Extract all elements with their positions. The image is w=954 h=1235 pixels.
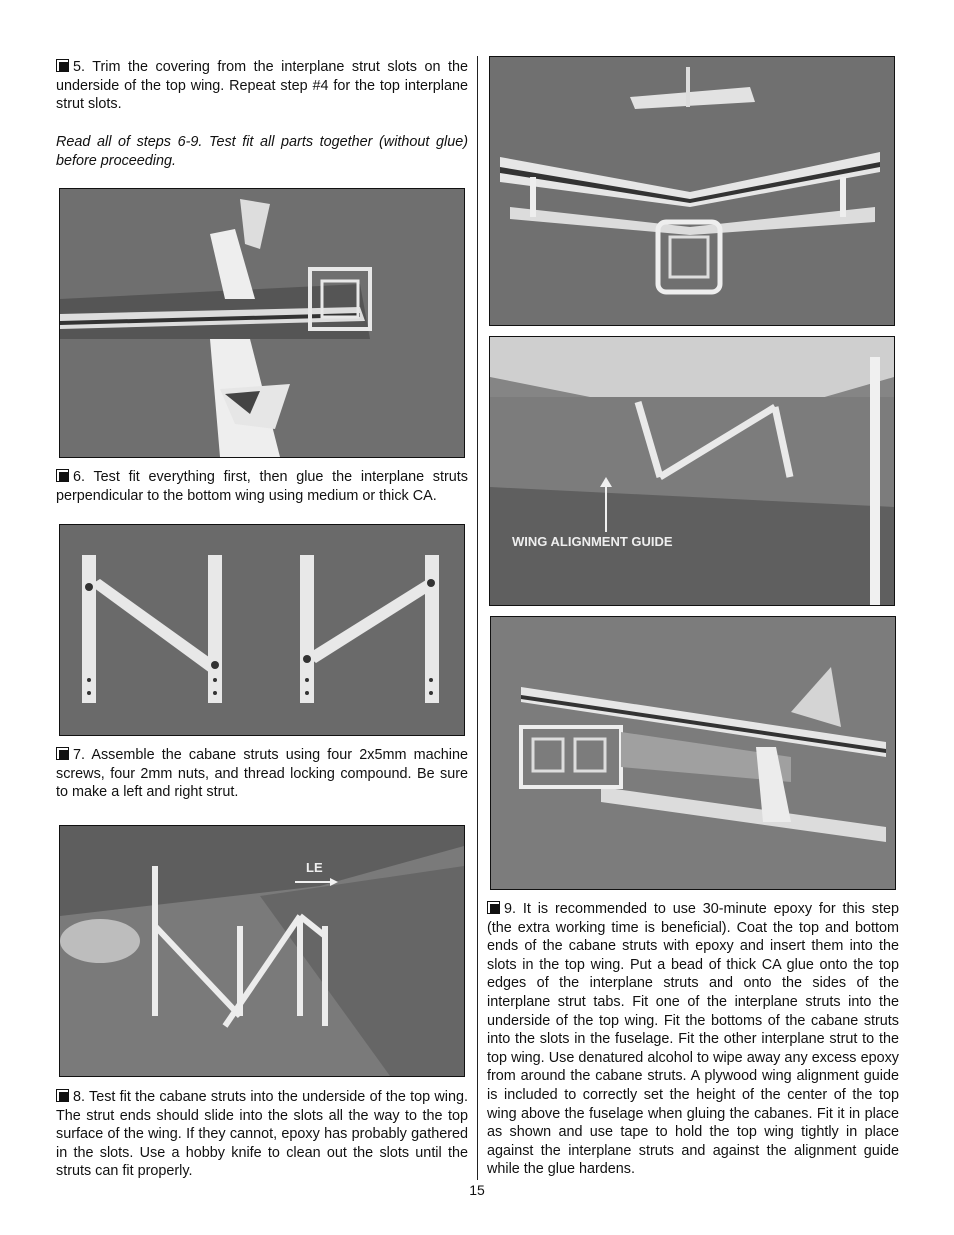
step-8-text: 8. Test fit the cabane struts into the underside of the top wing. The strut ends should slide into the slots all the way to the top surface of the wing. If they cannot, epoxy has probably gathered in the slots. Use a hobby knife to clean out the slots until the struts can fit properly.	[56, 1089, 468, 1180]
note-text: Read all of steps 6-9. Test fit all parts together (without glue) before proceeding.	[56, 134, 468, 169]
checkbox-icon[interactable]	[487, 901, 500, 914]
page-number: 15	[469, 1182, 485, 1198]
checkbox-icon[interactable]	[56, 59, 69, 72]
step-6	[56, 468, 468, 505]
photo-interplane-struts	[59, 188, 465, 458]
step-6-text: 6. Test fit everything first, then glue the interplane struts perpendicular to the bottom wing using medium or thick CA.	[56, 469, 468, 504]
photo-wing-alignment-guide	[489, 336, 895, 606]
checkbox-icon[interactable]	[56, 747, 69, 760]
checkbox-icon[interactable]	[56, 469, 69, 482]
photo-biplane-front	[489, 56, 895, 326]
step-7-text: 7. Assemble the cabane struts using four 2x5mm machine screws, four 2mm nuts, and thread locking compound. Be sure to make a left and right strut.	[56, 747, 468, 801]
note	[56, 133, 468, 170]
step-9	[487, 900, 899, 1179]
photo-wing-underside	[59, 825, 465, 1077]
step-5	[56, 58, 468, 114]
step-7	[56, 746, 468, 802]
le-label: LE	[306, 860, 323, 875]
step-8	[56, 1088, 468, 1181]
wing-alignment-guide-label: WING ALIGNMENT GUIDE	[512, 534, 673, 549]
checkbox-icon[interactable]	[56, 1089, 69, 1102]
photo-biplane-assembled	[490, 616, 896, 890]
step-5-text: 5. Trim the covering from the interplane strut slots on the underside of the top wing. Repeat step #4 for the top interplane strut slots.	[56, 59, 468, 113]
photo-cabane-struts	[59, 524, 465, 736]
column-divider	[477, 56, 478, 1180]
step-9-text: 9. It is recommended to use 30-minute epoxy for this step (the extra working time is beneficial). Coat the top and bottom ends of the cabane struts with epoxy and insert them into the slots in the top wing. Put a bead of thick CA glue onto the top edges of the interplane struts and onto the sides of the interplane strut tabs. Fit one of the interplane struts into the underside of the top wing. Fit the bottoms of the cabane struts into the slots in the fuselage. Fit the other interplane strut to the top wing. Use denatured alcohol to wipe away any excess epoxy from around the cabane struts. A plywood wing alignment guide is included to correctly set the height of the center of the top wing above the fuselage when gluing the cabanes. Fit it in place as shown and use tape to hold the top wing tightly in place against the interplane struts and against the alignment guide while the glue hardens.	[487, 901, 899, 1178]
